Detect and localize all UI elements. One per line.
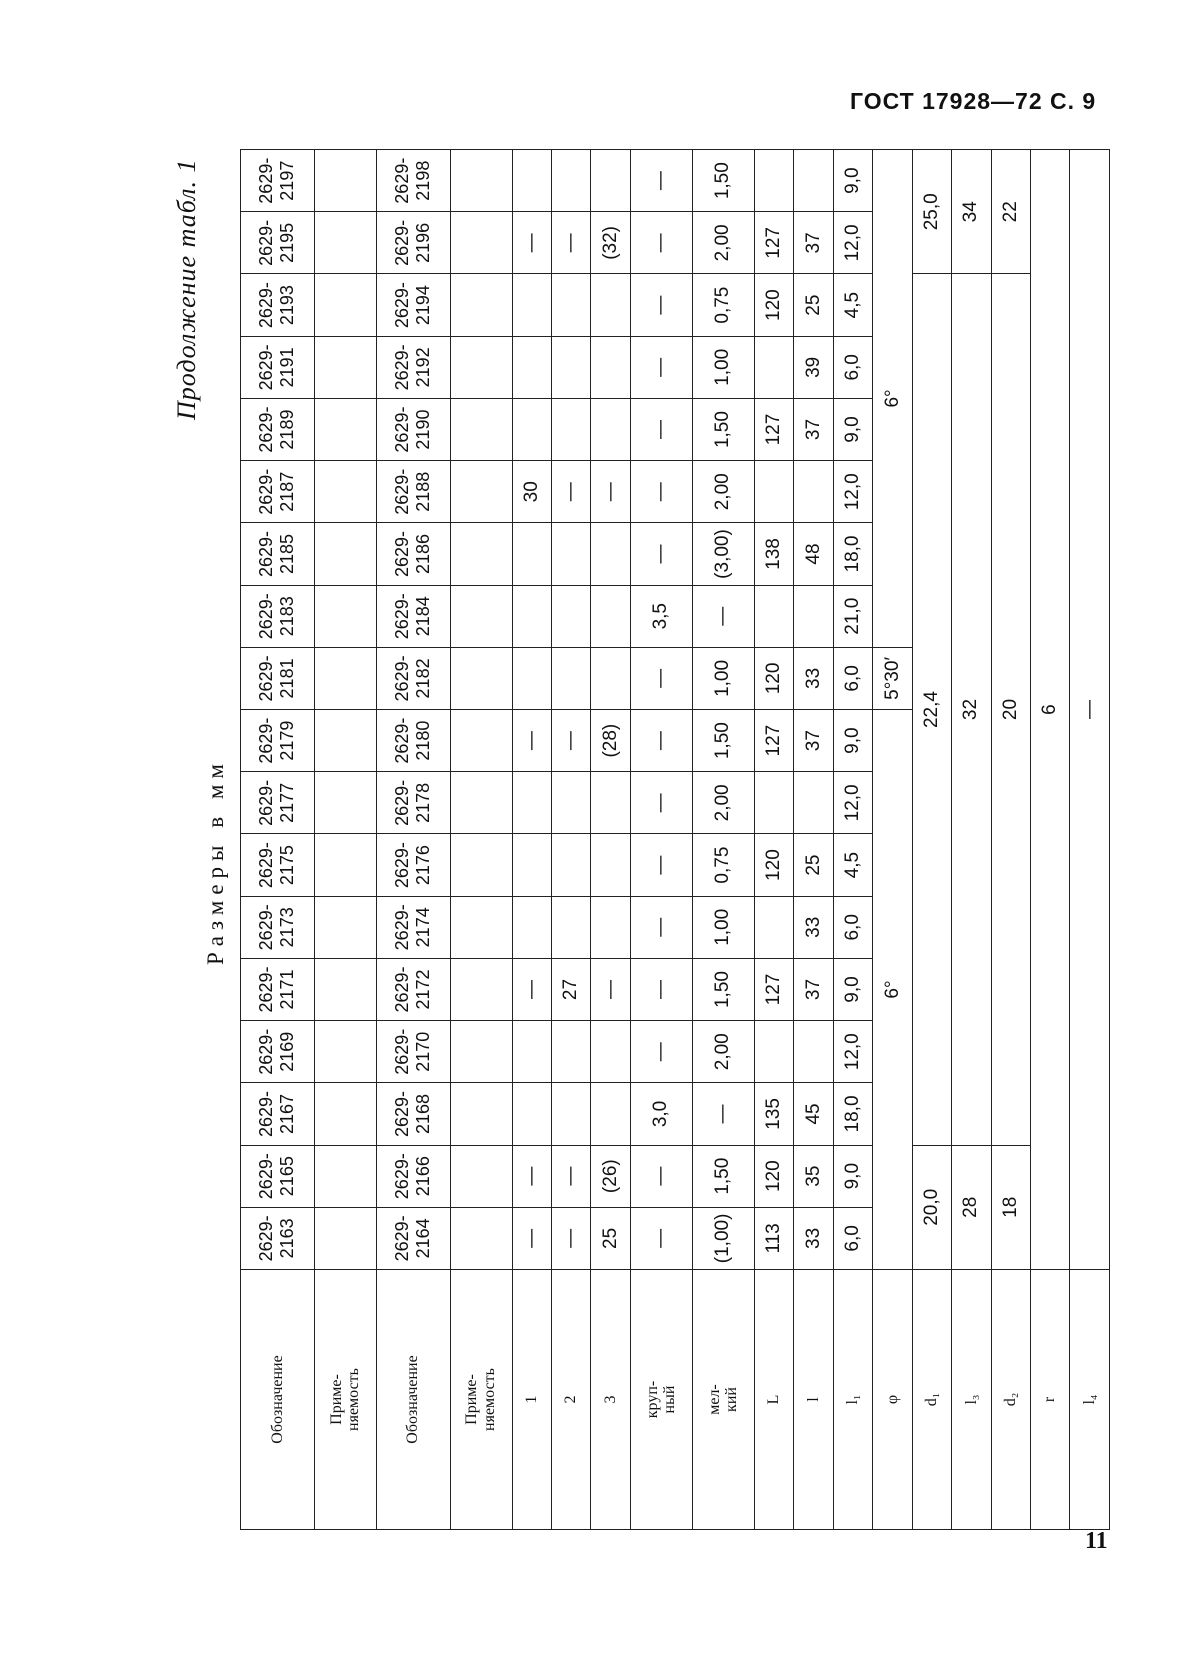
cell-right-applicability: [314, 1021, 376, 1083]
cell-diam-row2: [552, 336, 591, 398]
cell-L: [754, 585, 793, 647]
cell-left-designation: 2629-2170: [376, 1021, 450, 1083]
cell-diam-row2: [552, 772, 591, 834]
cell-diam-row1: [512, 1021, 551, 1083]
spec-table-container: [240, 150, 1110, 1530]
cell-l1: 6,0: [833, 647, 872, 709]
cell-right-designation: 2629-2167: [241, 1083, 315, 1145]
cell-left-designation: 2629-2194: [376, 274, 450, 336]
dimensions-title: Размеры в мм: [203, 758, 228, 965]
header-d2: d₂: [991, 1270, 1030, 1530]
cell-diam-row3: [591, 834, 630, 896]
cell-l: 33: [794, 647, 833, 709]
cell-right-designation: 2629-2169: [241, 1021, 315, 1083]
cell-pitch-fine: 1,00: [692, 896, 754, 958]
cell-diam-row3: —: [591, 461, 630, 523]
row-l: [794, 150, 833, 1530]
cell-pitch-fine: 2,00: [692, 772, 754, 834]
cell-d1-b: 22,4: [912, 274, 951, 1145]
cell-diam-row2: —: [552, 461, 591, 523]
cell-pitch-fine: 1,50: [692, 958, 754, 1020]
cell-pitch-coarse: —: [630, 772, 692, 834]
cell-l1: 12,0: [833, 212, 872, 274]
cell-left-applicability: [450, 1021, 512, 1083]
cell-pitch-fine: 0,75: [692, 834, 754, 896]
cell-L: [754, 150, 793, 212]
cell-diam-row3: [591, 1083, 630, 1145]
cell-diam-row2: [552, 1083, 591, 1145]
cell-pitch-coarse: —: [630, 896, 692, 958]
cell-d1-a: 20,0: [912, 1145, 951, 1269]
cell-diam-row3: [591, 274, 630, 336]
cell-diam-row2: [552, 150, 591, 212]
cell-l1: 12,0: [833, 1021, 872, 1083]
cell-right-designation: 2629-2197: [241, 150, 315, 212]
cell-left-applicability: [450, 274, 512, 336]
cell-right-designation: 2629-2185: [241, 523, 315, 585]
cell-diam-row1: [512, 336, 551, 398]
cell-L: 120: [754, 647, 793, 709]
cell-right-designation: 2629-2195: [241, 212, 315, 274]
cell-L: [754, 461, 793, 523]
cell-pitch-coarse: —: [630, 336, 692, 398]
cell-diam-row3: 25: [591, 1207, 630, 1269]
cell-pitch-fine: (3,00): [692, 523, 754, 585]
cell-pitch-coarse: —: [630, 958, 692, 1020]
cell-diam-row1: —: [512, 958, 551, 1020]
cell-l1: 21,0: [833, 585, 872, 647]
cell-pitch-coarse: —: [630, 150, 692, 212]
row-diam-row3: [591, 150, 630, 1530]
cell-pitch-coarse: —: [630, 274, 692, 336]
page-header: ГОСТ 17928—72 С. 9: [850, 88, 1097, 114]
row-left-designation: [376, 150, 450, 1530]
cell-pitch-coarse: —: [630, 647, 692, 709]
cell-diam-row2: —: [552, 212, 591, 274]
cell-diam-row1: —: [512, 1145, 551, 1207]
cell-phi-lower: 6°: [873, 150, 912, 648]
cell-right-applicability: [314, 1083, 376, 1145]
cell-pitch-fine: 1,50: [692, 710, 754, 772]
cell-l: 37: [794, 710, 833, 772]
cell-pitch-fine: 1,50: [692, 150, 754, 212]
continuation-title: Продолжение табл. 1: [172, 158, 201, 420]
cell-pitch-coarse: —: [630, 398, 692, 460]
cell-diam-row2: [552, 834, 591, 896]
cell-pitch-fine: 1,50: [692, 1145, 754, 1207]
cell-L: 127: [754, 710, 793, 772]
cell-left-designation: 2629-2178: [376, 772, 450, 834]
header-right-designation: Обозначение: [241, 1270, 315, 1530]
header-d1: d₁: [912, 1270, 951, 1530]
cell-right-designation: 2629-2171: [241, 958, 315, 1020]
cell-l: [794, 461, 833, 523]
cell-pitch-coarse: —: [630, 1145, 692, 1207]
cell-left-applicability: [450, 398, 512, 460]
cell-diam-row3: [591, 523, 630, 585]
cell-diam-row3: (28): [591, 710, 630, 772]
cell-diam-row1: [512, 274, 551, 336]
cell-diam-row1: [512, 647, 551, 709]
cell-L: 127: [754, 958, 793, 1020]
cell-diam-row1: [512, 772, 551, 834]
cell-left-applicability: [450, 1207, 512, 1269]
row-right-designation: [241, 150, 315, 1530]
cell-L: [754, 336, 793, 398]
row-diam-row1: [512, 150, 551, 1530]
cell-diam-row2: —: [552, 1145, 591, 1207]
cell-right-applicability: [314, 523, 376, 585]
cell-left-applicability: [450, 1145, 512, 1207]
cell-right-applicability: [314, 772, 376, 834]
cell-right-designation: 2629-2175: [241, 834, 315, 896]
cell-diam-row1: [512, 398, 551, 460]
cell-right-applicability: [314, 958, 376, 1020]
cell-right-designation: 2629-2177: [241, 772, 315, 834]
cell-left-designation: 2629-2172: [376, 958, 450, 1020]
cell-left-applicability: [450, 896, 512, 958]
cell-right-applicability: [314, 896, 376, 958]
cell-pitch-fine: 1,00: [692, 336, 754, 398]
cell-L: [754, 772, 793, 834]
cell-pitch-coarse: —: [630, 461, 692, 523]
cell-diam-row2: [552, 647, 591, 709]
cell-L: [754, 1021, 793, 1083]
cell-l1: 9,0: [833, 398, 872, 460]
header-pitch-fine: мел- кий: [692, 1270, 754, 1530]
header-left-designation: Обозначение: [376, 1270, 450, 1530]
cell-right-applicability: [314, 461, 376, 523]
cell-pitch-fine: 2,00: [692, 212, 754, 274]
cell-right-applicability: [314, 212, 376, 274]
cell-diam-row1: 30: [512, 461, 551, 523]
cell-diam-row1: [512, 150, 551, 212]
cell-l1: 18,0: [833, 1083, 872, 1145]
cell-left-applicability: [450, 1083, 512, 1145]
cell-left-applicability: [450, 336, 512, 398]
cell-left-designation: 2629-2184: [376, 585, 450, 647]
cell-pitch-fine: —: [692, 585, 754, 647]
cell-left-designation: 2629-2190: [376, 398, 450, 460]
cell-diam-row3: [591, 1021, 630, 1083]
cell-diam-row2: [552, 274, 591, 336]
cell-phi-special: 5°30′: [873, 647, 912, 709]
cell-right-applicability: [314, 150, 376, 212]
row-right-applicability: [314, 150, 376, 1530]
cell-diam-row3: [591, 647, 630, 709]
cell-right-applicability: [314, 585, 376, 647]
cell-right-designation: 2629-2189: [241, 398, 315, 460]
cell-diam-row1: [512, 896, 551, 958]
cell-l: 45: [794, 1083, 833, 1145]
cell-right-applicability: [314, 834, 376, 896]
cell-pitch-fine: 1,50: [692, 398, 754, 460]
cell-diam-row2: —: [552, 710, 591, 772]
cell-diam-row3: [591, 772, 630, 834]
cell-left-designation: 2629-2188: [376, 461, 450, 523]
cell-l3-c: 34: [952, 150, 991, 274]
cell-l3-a: 28: [952, 1145, 991, 1269]
cell-l1: 9,0: [833, 710, 872, 772]
cell-diam-row2: [552, 585, 591, 647]
cell-pitch-fine: 1,00: [692, 647, 754, 709]
cell-right-designation: 2629-2181: [241, 647, 315, 709]
cell-l: 48: [794, 523, 833, 585]
cell-diam-row1: —: [512, 212, 551, 274]
cell-pitch-coarse: —: [630, 523, 692, 585]
cell-left-designation: 2629-2186: [376, 523, 450, 585]
cell-left-designation: 2629-2176: [376, 834, 450, 896]
cell-l: [794, 1021, 833, 1083]
header-l4: l₄: [1070, 1270, 1110, 1530]
cell-left-designation: 2629-2196: [376, 212, 450, 274]
cell-l1: 9,0: [833, 958, 872, 1020]
cell-pitch-fine: (1,00): [692, 1207, 754, 1269]
cell-l4: —: [1070, 150, 1110, 1270]
cell-left-designation: 2629-2198: [376, 150, 450, 212]
cell-l: 37: [794, 212, 833, 274]
cell-pitch-coarse: 3,5: [630, 585, 692, 647]
cell-L: 113: [754, 1207, 793, 1269]
row-l1: [833, 150, 872, 1530]
cell-right-designation: 2629-2191: [241, 336, 315, 398]
header-r: r: [1031, 1270, 1070, 1530]
cell-right-designation: 2629-2183: [241, 585, 315, 647]
cell-pitch-coarse: —: [630, 834, 692, 896]
cell-l: 35: [794, 1145, 833, 1207]
cell-pitch-fine: 2,00: [692, 461, 754, 523]
cell-d1-c: 25,0: [912, 150, 951, 274]
cell-l: 39: [794, 336, 833, 398]
cell-l: 25: [794, 834, 833, 896]
cell-L: 135: [754, 1083, 793, 1145]
row-l3: [952, 150, 991, 1530]
cell-l1: 6,0: [833, 896, 872, 958]
cell-diam-row3: (32): [591, 212, 630, 274]
cell-diam-row3: [591, 896, 630, 958]
cell-left-designation: 2629-2192: [376, 336, 450, 398]
cell-diam-row1: —: [512, 710, 551, 772]
cell-diam-row3: [591, 398, 630, 460]
cell-l: [794, 150, 833, 212]
row-d1: [912, 150, 951, 1530]
cell-left-applicability: [450, 585, 512, 647]
cell-right-designation: 2629-2179: [241, 710, 315, 772]
cell-l1: 12,0: [833, 772, 872, 834]
cell-l3-b: 32: [952, 274, 991, 1145]
header-diam-row2: 2: [552, 1270, 591, 1530]
page-number: 11: [1085, 1528, 1108, 1554]
cell-l: [794, 772, 833, 834]
row-left-applicability: [450, 150, 512, 1530]
cell-pitch-coarse: —: [630, 710, 692, 772]
row-l4: [1070, 150, 1110, 1530]
header-l3: l₃: [952, 1270, 991, 1530]
cell-L: 120: [754, 1145, 793, 1207]
spec-table: [240, 149, 1110, 1530]
cell-diam-row2: 27: [552, 958, 591, 1020]
cell-right-applicability: [314, 647, 376, 709]
cell-l: 37: [794, 958, 833, 1020]
cell-right-designation: 2629-2163: [241, 1207, 315, 1269]
header-phi: φ: [873, 1270, 912, 1530]
cell-d2-c: 22: [991, 150, 1030, 274]
cell-diam-row2: [552, 1021, 591, 1083]
cell-l1: 4,5: [833, 834, 872, 896]
cell-left-applicability: [450, 523, 512, 585]
cell-left-applicability: [450, 461, 512, 523]
row-L: [754, 150, 793, 1530]
cell-right-designation: 2629-2187: [241, 461, 315, 523]
row-diam-row2: [552, 150, 591, 1530]
cell-left-designation: 2629-2168: [376, 1083, 450, 1145]
cell-diam-row2: [552, 398, 591, 460]
row-d2: [991, 150, 1030, 1530]
header-l: l: [794, 1270, 833, 1530]
cell-L: [754, 896, 793, 958]
cell-right-applicability: [314, 336, 376, 398]
cell-right-designation: 2629-2165: [241, 1145, 315, 1207]
cell-diam-row1: [512, 585, 551, 647]
cell-right-applicability: [314, 398, 376, 460]
cell-L: 120: [754, 834, 793, 896]
cell-right-applicability: [314, 1207, 376, 1269]
header-right-applicability: Приме- няемость: [314, 1270, 376, 1530]
cell-left-applicability: [450, 212, 512, 274]
cell-diam-row3: —: [591, 958, 630, 1020]
cell-diam-row1: —: [512, 1207, 551, 1269]
cell-left-designation: 2629-2180: [376, 710, 450, 772]
cell-left-applicability: [450, 958, 512, 1020]
row-pitch-fine: [692, 150, 754, 1530]
cell-pitch-coarse: —: [630, 1207, 692, 1269]
cell-left-designation: 2629-2174: [376, 896, 450, 958]
cell-diam-row2: [552, 523, 591, 585]
cell-L: 120: [754, 274, 793, 336]
cell-right-designation: 2629-2173: [241, 896, 315, 958]
cell-pitch-coarse: —: [630, 1021, 692, 1083]
cell-l1: 12,0: [833, 461, 872, 523]
cell-pitch-coarse: —: [630, 212, 692, 274]
cell-l1: 6,0: [833, 336, 872, 398]
cell-l1: 18,0: [833, 523, 872, 585]
cell-left-designation: 2629-2182: [376, 647, 450, 709]
row-pitch-coarse: [630, 150, 692, 1530]
cell-r: 6: [1031, 150, 1070, 1270]
cell-left-designation: 2629-2166: [376, 1145, 450, 1207]
header-diam-row1: 1: [512, 1270, 551, 1530]
cell-diam-row2: [552, 896, 591, 958]
cell-diam-row1: [512, 1083, 551, 1145]
cell-left-applicability: [450, 834, 512, 896]
cell-diam-row3: [591, 150, 630, 212]
cell-diam-row3: [591, 585, 630, 647]
cell-l: [794, 585, 833, 647]
cell-l: 33: [794, 896, 833, 958]
cell-left-applicability: [450, 710, 512, 772]
cell-L: 127: [754, 212, 793, 274]
cell-right-applicability: [314, 1145, 376, 1207]
cell-right-designation: 2629-2193: [241, 274, 315, 336]
cell-d2-b: 20: [991, 274, 1030, 1145]
cell-left-applicability: [450, 772, 512, 834]
cell-pitch-coarse: 3,0: [630, 1083, 692, 1145]
header-pitch-coarse: круп- ный: [630, 1270, 692, 1530]
row-r: [1031, 150, 1070, 1530]
cell-l1: 6,0: [833, 1207, 872, 1269]
cell-left-applicability: [450, 150, 512, 212]
cell-diam-row2: —: [552, 1207, 591, 1269]
cell-left-applicability: [450, 647, 512, 709]
cell-L: 127: [754, 398, 793, 460]
cell-pitch-fine: —: [692, 1083, 754, 1145]
cell-l: 37: [794, 398, 833, 460]
cell-l1: 4,5: [833, 274, 872, 336]
row-phi: [873, 150, 912, 1530]
cell-l: 33: [794, 1207, 833, 1269]
cell-diam-row3: (26): [591, 1145, 630, 1207]
header-l1: l₁: [833, 1270, 872, 1530]
cell-l1: 9,0: [833, 1145, 872, 1207]
cell-l1: 9,0: [833, 150, 872, 212]
header-left-applicability: Приме- няемость: [450, 1270, 512, 1530]
cell-left-designation: 2629-2164: [376, 1207, 450, 1269]
header-diam-row3: 3: [591, 1270, 630, 1530]
cell-pitch-fine: 2,00: [692, 1021, 754, 1083]
cell-L: 138: [754, 523, 793, 585]
cell-phi-main: 6°: [873, 710, 912, 1270]
cell-diam-row1: [512, 523, 551, 585]
cell-right-applicability: [314, 710, 376, 772]
cell-pitch-fine: 0,75: [692, 274, 754, 336]
header-L: L: [754, 1270, 793, 1530]
cell-right-applicability: [314, 274, 376, 336]
cell-diam-row1: [512, 834, 551, 896]
cell-l: 25: [794, 274, 833, 336]
cell-diam-row3: [591, 336, 630, 398]
cell-d2-a: 18: [991, 1145, 1030, 1269]
